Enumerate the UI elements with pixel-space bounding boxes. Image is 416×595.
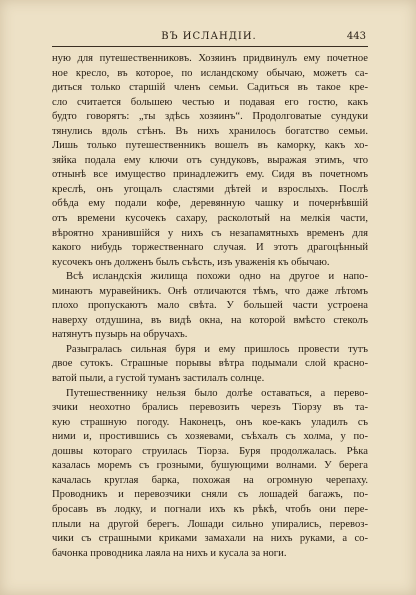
- text-line: плохо пропускаютъ мало свѣта. У большей части устроена: [52, 300, 368, 312]
- text-line: отъ времени кусочекъ сахару, расколотый на мелкія части,: [52, 213, 368, 225]
- text-line: двое сутокъ. Страшные порывы вѣтра подымали слой красно-: [52, 358, 368, 370]
- body-text: [52, 52, 368, 561]
- text-line: зчики неохотно брались перевозить черезъ Тіорзу въ та-: [52, 402, 368, 414]
- text-line: ними и, простившись съ хозяевами, съѣхалъ съ холма, у по-: [52, 431, 368, 443]
- text-line: Разыгралась сильная буря и ему пришлось провести тутъ: [66, 343, 368, 355]
- text-line: Путешественнику нельзя было долѣе оставаться, а перево-: [66, 387, 368, 399]
- text-line: плыли на другой берегъ. Лошади сильно упирались, перевоз-: [52, 518, 368, 530]
- header-rule: [52, 46, 368, 47]
- text-line: отнынѣ все имущество принадлежитъ ему. Сидя въ почетномъ: [52, 169, 368, 181]
- text-line: наверху отдушина, въ видѣ окна, на которой вмѣсто стеколъ: [52, 314, 368, 326]
- text-line: какого нибудь торжественнаго случая. И этотъ драгоцѣнный: [52, 242, 368, 254]
- text-line: ное кресло, въ которое, по исландскому обычаю, можетъ са-: [52, 67, 368, 79]
- text-line: бросавъ въ лодку, и погнали ихъ къ рѣкѣ, чтобъ они пере-: [52, 503, 368, 515]
- text-line: вѣроятно хранившійся у нихъ съ незапамятныхъ временъ для: [52, 227, 368, 239]
- text-line: Проводникъ и перевозчики сняли съ лошадей багажъ, по-: [52, 489, 368, 501]
- text-line: тянулись вдоль стѣнъ. Въ нихъ хранилось богатство семьи.: [52, 125, 368, 137]
- running-head: [52, 31, 366, 43]
- text-line: обѣда ему подали кофе, деревянную чашку и почернѣвшій: [52, 198, 368, 210]
- text-line: будто говорятъ: „ты здѣсь хозяинъ“. Продолговатые сундуки: [52, 111, 368, 123]
- text-line: диться только старшій членъ семьи. Садиться въ такое кре-: [52, 82, 368, 94]
- text-line: зяйка подала ему ключи отъ сундуковъ, выражая этимъ, что: [52, 154, 368, 166]
- text-line: казалась моремъ съ грозными, бушующими волнами. У берега: [52, 460, 368, 472]
- text-line: бачонка проводника лаяла на нихъ и кусала за ноги.: [52, 547, 287, 559]
- text-line: Всѣ исландскія жилища похожи одно на другое и напо-: [66, 271, 368, 283]
- paragraph: [52, 270, 368, 343]
- text-line: сло считается большею честью и подавая его гостю, какъ: [52, 96, 368, 108]
- text-line: кую страшную погоду. Наконецъ, онъ кое-какъ уладилъ съ: [52, 416, 368, 428]
- text-line: Лишь только путешественникъ вошелъ въ каморку, какъ хо-: [52, 140, 368, 152]
- paragraph: [52, 343, 368, 387]
- paragraph: [52, 387, 368, 562]
- text-line: ную для путешественниковъ. Хозяинъ придвинулъ ему почетное: [52, 53, 368, 64]
- text-line: качалась круглая барка, похожая на огромную черепаху.: [52, 474, 368, 486]
- text-line: креслѣ, онъ угощалъ сластями дѣтей и взрослыхъ. Послѣ: [52, 183, 368, 195]
- text-line: чики съ страшными криками замахали на нихъ руками, а со-: [52, 533, 368, 545]
- text-line: натянутъ пузырь на обручахъ.: [52, 329, 188, 341]
- text-line: ватой пыли, а густой туманъ застилалъ солнце.: [52, 373, 265, 385]
- running-title: ВЪ ИСЛАНДІИ.: [161, 31, 257, 42]
- text-line: дошвы котораго струилась Тіорза. Буря продолжалась. Рѣка: [52, 445, 368, 457]
- text-line: кусочекъ онъ долженъ былъ съѣсть, изъ уваженія къ обычаю.: [52, 256, 330, 268]
- text-line: минаютъ муравейникъ. Онѣ отличаются тѣмъ, что даже лѣтомъ: [52, 285, 368, 297]
- paragraph: [52, 52, 368, 270]
- page-number: 443: [346, 31, 366, 42]
